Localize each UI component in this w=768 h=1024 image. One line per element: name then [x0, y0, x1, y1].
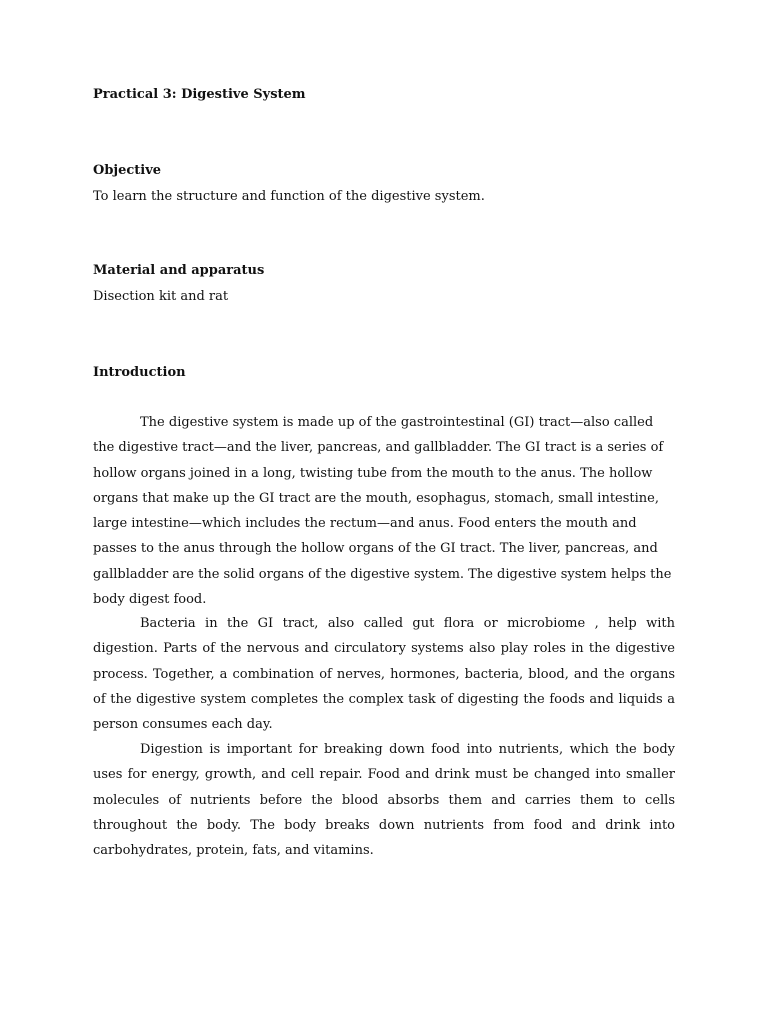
objective-text: To learn the structure and function of the digestive system. — [93, 189, 485, 204]
introduction-heading: Introduction — [93, 365, 186, 380]
materials-heading: Material and apparatus — [93, 263, 265, 278]
intro-paragraph-3: Digestion is important for breaking down food into nutrients, which the body uses for energy, growth, and cell repair. Food and drink must be changed into smaller molecules of nutrients before the blood absorbs them and carries them to cells throughout the body. The body breaks down nutrients from food and drink into carbohydrates, protein, fats, and vitamins. — [93, 742, 675, 859]
intro-paragraph-2: Bacteria in the GI tract, also called gut flora or microbiome , help with digestion. Parts of the nervous and circulatory systems also play roles in the digestive process. Together, a combination of nerves, hormones, bacteria, blood, and the organs of the digestive system completes the complex task of digesting the foods and liquids a person consumes each day. — [93, 616, 675, 733]
intro-paragraph-1: The digestive system is made up of the gastrointestinal (GI) tract—also called the digestive tract—and the liver, pancreas, and gallbladder. The GI tract is a series of hollow organs joined in a long, twisting tube from the mouth to the anus. The hollow organs that make up the GI tract are the mouth, esophagus, stomach, small intestine, large intestine—which includes the rectum—and anus. Food enters the mouth and passes to the anus through the hollow organs of the GI tract. The liver, pancreas, and gallbladder are the solid organs of the digestive system. The digestive system helps the body digest food. — [93, 415, 672, 608]
objective-heading: Objective — [93, 163, 162, 178]
document-title: Practical 3: Digestive System — [93, 87, 306, 102]
materials-text: Disection kit and rat — [93, 289, 229, 304]
